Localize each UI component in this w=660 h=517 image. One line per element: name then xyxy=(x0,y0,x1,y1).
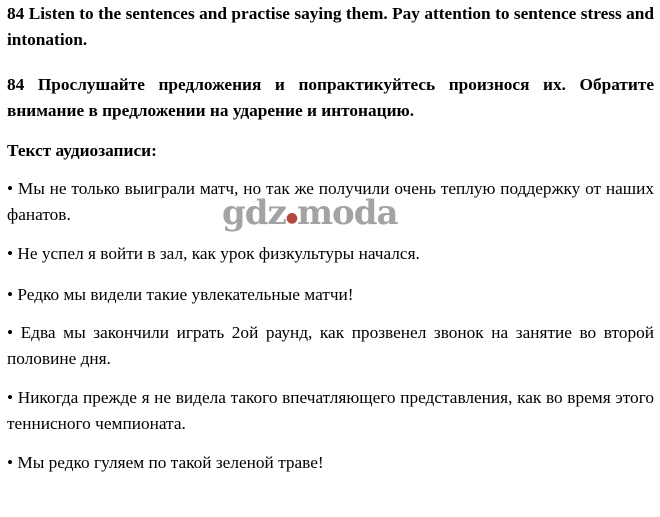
sentence-1: • Мы не только выиграли матч, но так же получили очень теплую поддержку от наших фанатов. xyxy=(7,179,654,224)
watermark-text-right: moda xyxy=(297,193,398,233)
sentence-6: • Мы редко гуляем по такой зеленой траве! xyxy=(7,453,324,472)
watermark-logo xyxy=(222,193,398,233)
task-english: 84 Listen to the sentences and practise saying them. Pay attention to sentence stress and intonation. xyxy=(7,4,654,49)
sentence-5: • Никогда прежде я не видела такого впечатляющего представления, как во время этого теннисного чемпионата. xyxy=(7,388,654,433)
sentence-2: • Не успел я войти в зал, как урок физкультуры начался. xyxy=(7,244,420,263)
sentence-3: • Редко мы видели такие увлекательные матчи! xyxy=(7,285,354,304)
audio-title: Текст аудиозаписи: xyxy=(7,141,157,160)
watermark-text-left: gdz xyxy=(222,193,286,233)
watermark-dot-icon: ● xyxy=(285,210,298,226)
task-russian: 84 Прослушайте предложения и попрактикуйтесь произнося их. Обратите внимание в предложении на ударение и интонацию. xyxy=(7,75,654,120)
sentence-4: • Едва мы закончили играть 2ой раунд, как прозвенел звонок на занятие во второй половине дня. xyxy=(7,323,654,368)
